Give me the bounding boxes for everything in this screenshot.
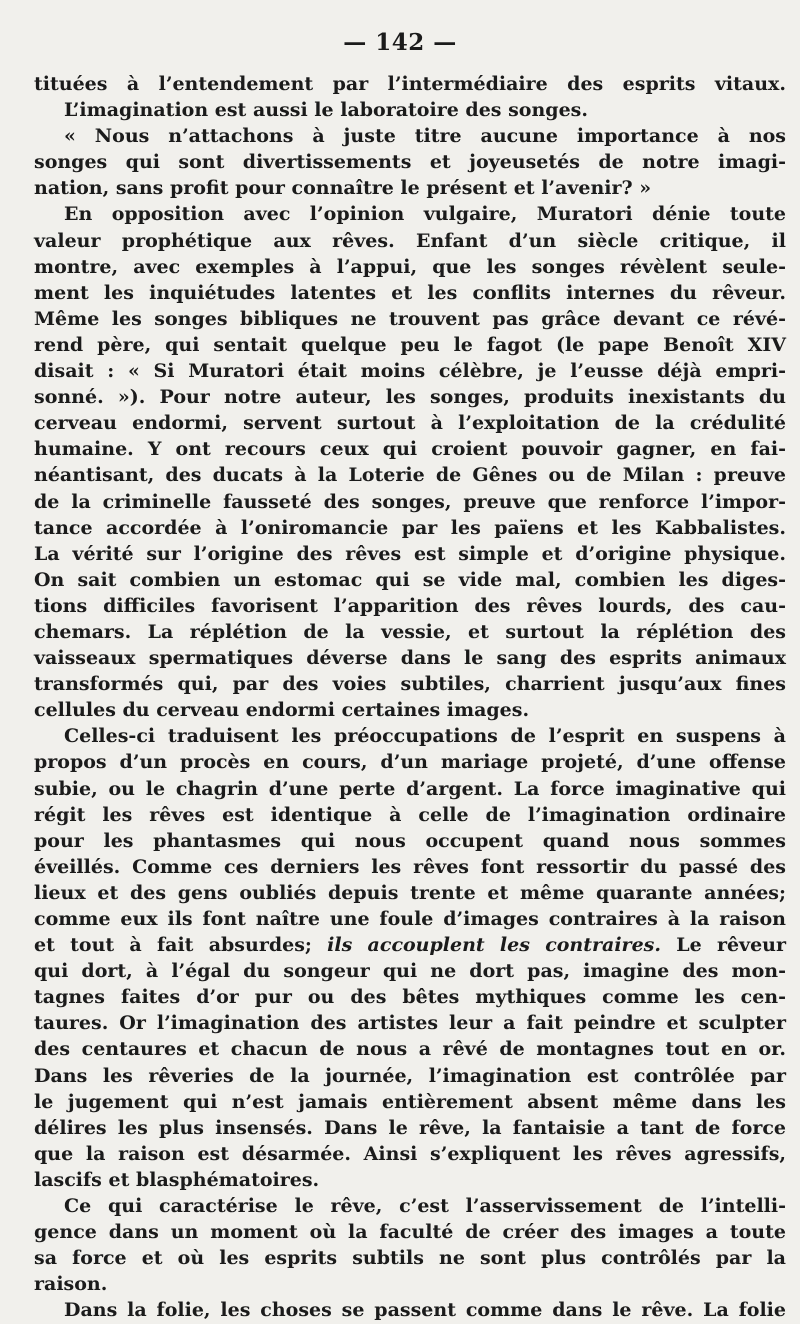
text-line: subie, ou le chagrin d’une perte d’argent. La force imaginative qui <box>34 777 786 800</box>
text-line: Celles-ci traduisent les préoccupations de l’esprit en suspens à <box>64 725 786 748</box>
text-line: rend père, qui sentait quelque peu le fagot (le pape Benoît XIV <box>34 333 786 356</box>
text-line: néantisant, des ducats à la Loterie de Gênes ou de Milan : preuve <box>34 464 786 487</box>
text-line: « Nous n’attachons à juste titre aucune importance à nos <box>64 125 786 148</box>
text-line: délires les plus insensés. Dans le rêve, la fantaisie a tant de force <box>34 1116 786 1139</box>
text-line: le jugement qui n’est jamais entièrement absent même dans les <box>34 1090 786 1113</box>
text-line: tagnes faites d’or pur ou des bêtes mythiques comme les cen- <box>34 986 786 1009</box>
text-line: cellules du cerveau endormi certaines images. <box>34 699 530 722</box>
text-line <box>34 932 786 958</box>
text-segment: Le rêveur <box>660 934 786 957</box>
body-text <box>34 71 786 1324</box>
page-number: — 142 — <box>343 29 457 56</box>
text-line: taures. Or l’imagination des artistes leur a fait peindre et sculpter <box>34 1012 786 1035</box>
text-line: montre, avec exemples à l’appui, que les songes révèlent seule- <box>34 255 786 278</box>
text-line: tions difficiles favorisent l’apparition des rêves lourds, des cau- <box>34 594 786 617</box>
text-line: songes qui sont divertissements et joyeusetés de notre imagi- <box>34 151 786 174</box>
text-line: disait : « Si Muratori était moins célèbre, je l’eusse déjà empri- <box>34 360 786 383</box>
text-line: lascifs et blasphématoires. <box>34 1168 320 1191</box>
text-line: tituées à l’entendement par l’intermédiaire des esprits vitaux. <box>34 73 786 95</box>
text-line: vaisseaux spermatiques déverse dans le sang des esprits animaux <box>34 647 786 670</box>
text-line: que la raison est désarmée. Ainsi s’expliquent les rêves agressifs, <box>34 1142 786 1165</box>
text-line: Même les songes bibliques ne trouvent pas grâce devant ce révé- <box>34 307 786 330</box>
text-line: comme eux ils font naître une foule d’images contraires à la raison <box>34 908 786 930</box>
text-line: nation, sans profit pour connaître le présent et l’avenir? » <box>34 177 652 200</box>
text-line: de la criminelle fausseté des songes, preuve que renforce l’impor- <box>34 490 786 513</box>
text-line: propos d’un procès en cours, d’un mariage projeté, d’une offense <box>34 751 786 774</box>
text-line: humaine. Y ont recours ceux qui croient pouvoir gagner, en fai- <box>34 438 786 461</box>
text-line: En opposition avec l’opinion vulgaire, Muratori dénie toute <box>64 203 786 226</box>
text-line: L’imagination est aussi le laboratoire des songes. <box>64 99 588 122</box>
text-line: qui dort, à l’égal du songeur qui ne dort pas, imagine des mon- <box>34 960 786 983</box>
text-line: Ce qui caractérise le rêve, c’est l’asservissement de l’intelli- <box>64 1195 786 1218</box>
text-line: gence dans un moment où la faculté de créer des images a toute <box>34 1221 786 1244</box>
text-line: transformés qui, par des voies subtiles, charrient jusqu’aux fines <box>34 673 786 696</box>
text-line: régit les rêves est identique à celle de l’imagination ordinaire <box>34 803 786 826</box>
text-line: lieux et des gens oubliés depuis trente et même quarante années; <box>34 881 786 904</box>
text-line: cerveau endormi, servent surtout à l’exploitation de la crédulité <box>34 412 786 435</box>
text-line: tance accordée à l’oniromancie par les païens et les Kabbalistes. <box>34 516 786 539</box>
text-line: chemars. La réplétion de la vessie, et surtout la réplétion des <box>34 620 786 643</box>
text-line: pour les phantasmes qui nous occupent quand nous sommes <box>34 829 786 852</box>
text-line: des centaures et chacun de nous a rêvé de montagnes tout en or. <box>34 1038 786 1061</box>
text-segment: et tout à fait absurdes; <box>34 934 328 957</box>
text-line: raison. <box>34 1273 108 1296</box>
text-line: Dans la folie, les choses se passent comme dans le rêve. La folie <box>64 1299 786 1322</box>
text-line: On sait combien un estomac qui se vide mal, combien les diges- <box>34 568 786 591</box>
text-line: éveillés. Comme ces derniers les rêves font ressortir du passé des <box>34 855 786 878</box>
italic-phrase: ils accouplent les contraires. <box>327 934 661 957</box>
text-line: Dans les rêveries de la journée, l’imagination est contrôlée par <box>34 1064 786 1087</box>
text-line: ment les inquiétudes latentes et les conflits internes du rêveur. <box>34 281 786 304</box>
text-line: sa force et où les esprits subtils ne sont plus contrôlés par la <box>34 1247 786 1270</box>
text-line: La vérité sur l’origine des rêves est simple et d’origine physique. <box>34 542 786 565</box>
text-line: sonné. »). Pour notre auteur, les songes, produits inexistants du <box>34 386 786 409</box>
text-line: valeur prophétique aux rêves. Enfant d’un siècle critique, il <box>34 229 786 252</box>
